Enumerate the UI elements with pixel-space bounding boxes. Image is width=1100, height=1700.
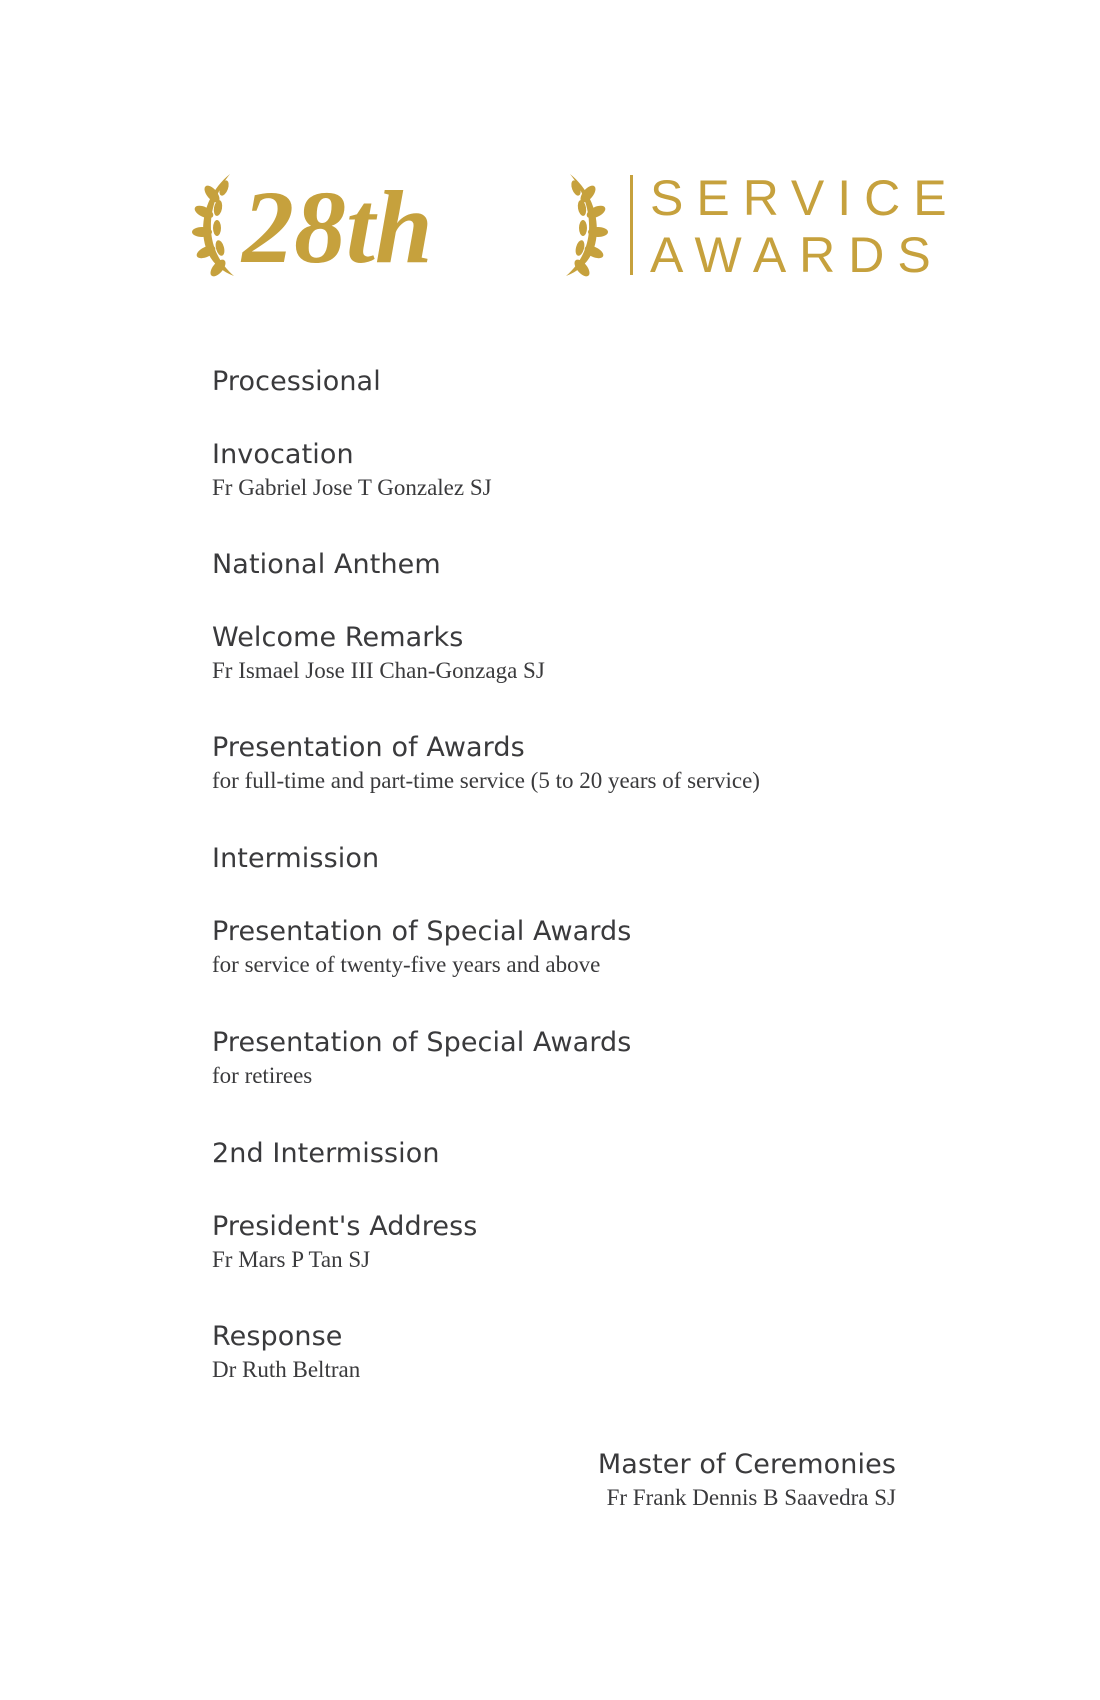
item-title: Welcome Remarks [212, 622, 464, 653]
right-laurel-icon [566, 174, 608, 279]
program-item [212, 548, 441, 582]
program-item [212, 1210, 477, 1275]
program-item [212, 1026, 631, 1091]
service-awards-logo [190, 160, 960, 290]
program-item [212, 842, 379, 876]
item-title: Presentation of Special Awards [212, 916, 632, 947]
item-title: Invocation [212, 439, 354, 470]
item-subtitle: for full-time and part-time service (5 to 20 years of service) [212, 768, 760, 793]
item-title: Intermission [212, 843, 380, 874]
item-title: National Anthem [212, 549, 441, 580]
item-subtitle: for retirees [212, 1063, 313, 1088]
item-subtitle: Fr Ismael Jose III Chan-Gonzaga SJ [212, 658, 545, 683]
item-subtitle: Fr Mars P Tan SJ [212, 1247, 371, 1272]
item-title: Processional [212, 366, 381, 397]
master-of-ceremonies [598, 1448, 896, 1513]
program-item [212, 1320, 360, 1385]
item-subtitle: Fr Gabriel Jose T Gonzalez SJ [212, 475, 492, 500]
mc-title: Master of Ceremonies [597, 1449, 896, 1480]
program-item [212, 438, 492, 503]
item-title: 2nd Intermission [212, 1138, 440, 1169]
item-subtitle: for service of twenty-five years and above [212, 952, 601, 977]
program-item [212, 915, 631, 980]
program-item [212, 731, 760, 796]
logo-graphic [190, 160, 960, 290]
item-title: President's Address [212, 1211, 478, 1242]
item-title: Response [212, 1321, 343, 1352]
logo-divider [630, 175, 633, 275]
program-item [212, 621, 545, 686]
logo-ordinal: 28th [242, 170, 433, 285]
mc-name: Fr Frank Dennis B Saavedra SJ [606, 1485, 896, 1510]
left-laurel-icon [192, 174, 234, 279]
item-title: Presentation of Special Awards [212, 1027, 632, 1058]
logo-line-service: SERVICE [650, 170, 960, 226]
item-subtitle: Dr Ruth Beltran [212, 1357, 361, 1382]
program-item [212, 1137, 440, 1171]
logo-line-awards: AWARDS [650, 227, 944, 283]
item-title: Presentation of Awards [212, 732, 525, 763]
program-item [212, 365, 381, 399]
